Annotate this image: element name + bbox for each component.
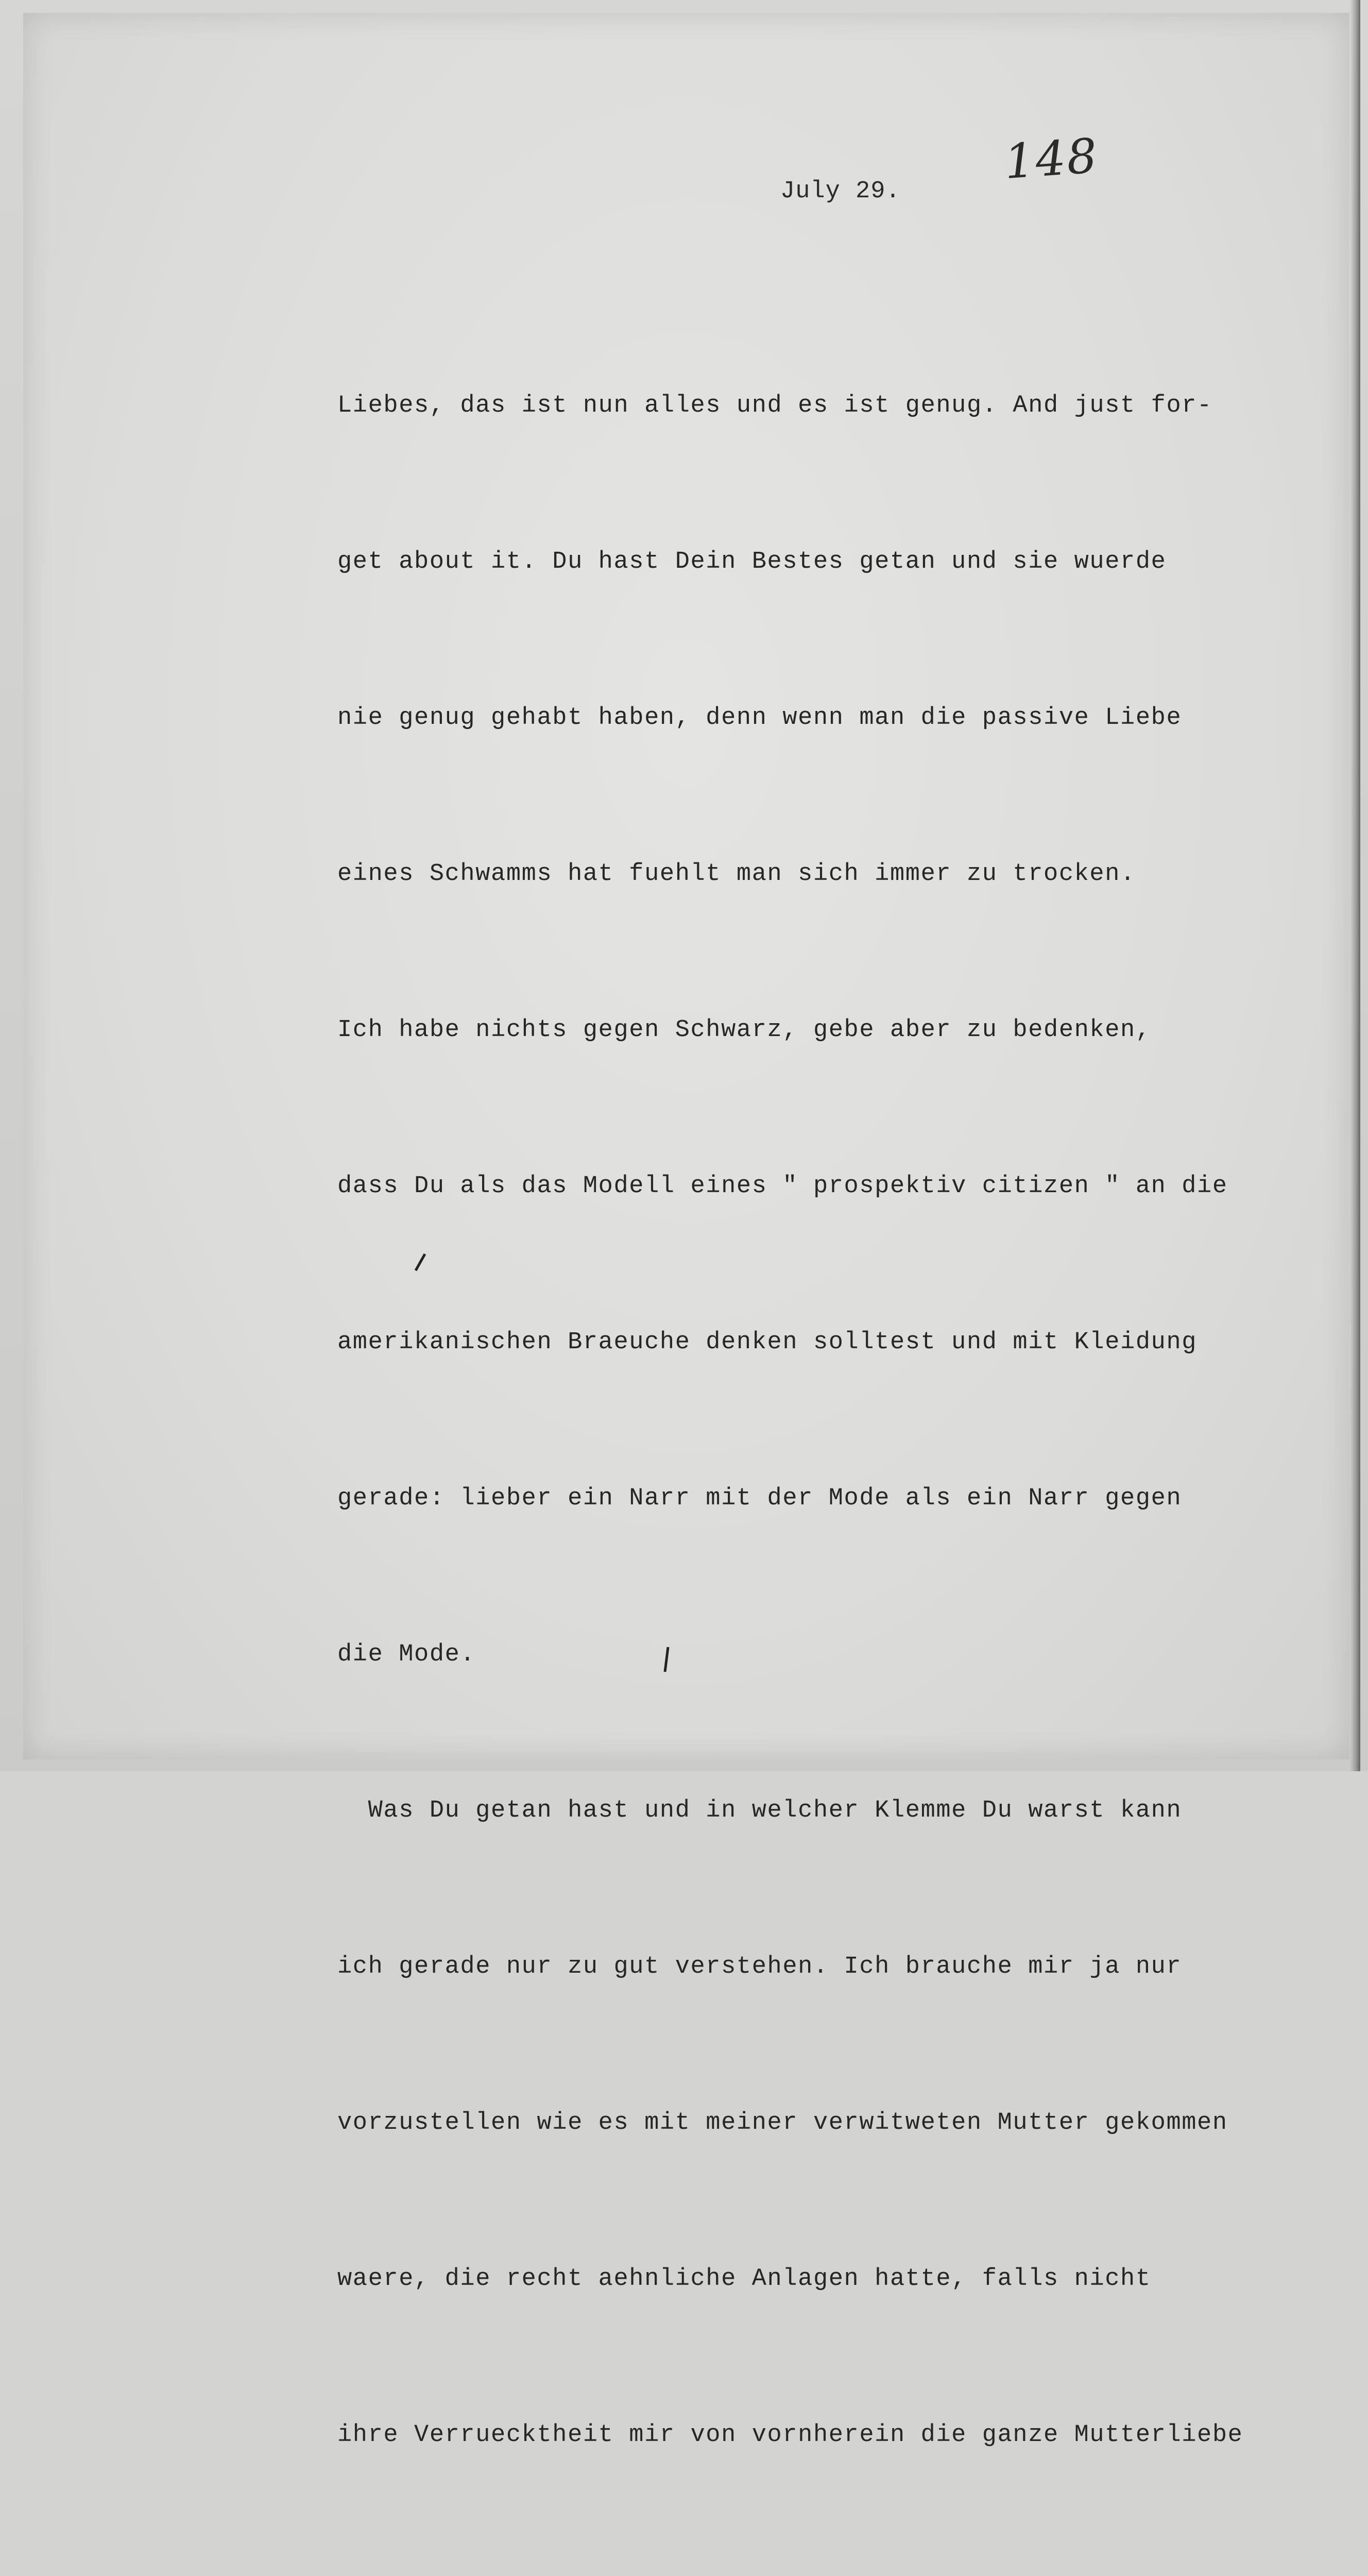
letter-line: vorzustellen wie es mit meiner verwitweten Mutter gekommen xyxy=(337,2109,1228,2137)
letter-line: waere, die recht aehnliche Anlagen hatte, falls nicht xyxy=(337,2265,1151,2293)
letter-line: eines Schwamms hat fuehlt man sich immer zu trocken. xyxy=(337,860,1136,888)
letter-line: get about it. Du hast Dein Bestes getan und sie wuerde xyxy=(337,548,1167,575)
letter-line: gerade: lieber ein Narr mit der Mode als ein Narr gegen xyxy=(337,1485,1182,1512)
letter-line: amerikanischen Braeuche denken solltest und mit Kleidung xyxy=(337,1329,1198,1356)
letter-line: Ich habe nichts gegen Schwarz, gebe aber zu bedenken, xyxy=(337,1016,1151,1044)
page-edge-shadow xyxy=(1350,0,1360,1771)
letter-line xyxy=(337,2565,1243,2576)
letter-line: Was Du getan hast und in welcher Klemme Du warst kann xyxy=(337,1797,1182,1824)
letter-line: ihre Verruecktheit mir von vornherein die ganze Mutterliebe xyxy=(337,2421,1243,2449)
letter-line: ich gerade nur zu gut verstehen. Ich brauche mir ja nur xyxy=(337,1953,1182,1980)
handwritten-page-number: 148 xyxy=(1002,128,1100,190)
letter-line: dass Du als das Modell eines " prospektiv citizen " an die xyxy=(337,1173,1228,1200)
letter-body xyxy=(337,276,1243,2576)
letter-date: July 29. xyxy=(780,178,901,205)
letter-line: die Mode. xyxy=(337,1641,476,1668)
letter-line: nie genug gehabt haben, denn wenn man die passive Liebe xyxy=(337,704,1182,732)
letter-line: Liebes, das ist nun alles und es ist genug. And just for- xyxy=(337,392,1212,419)
